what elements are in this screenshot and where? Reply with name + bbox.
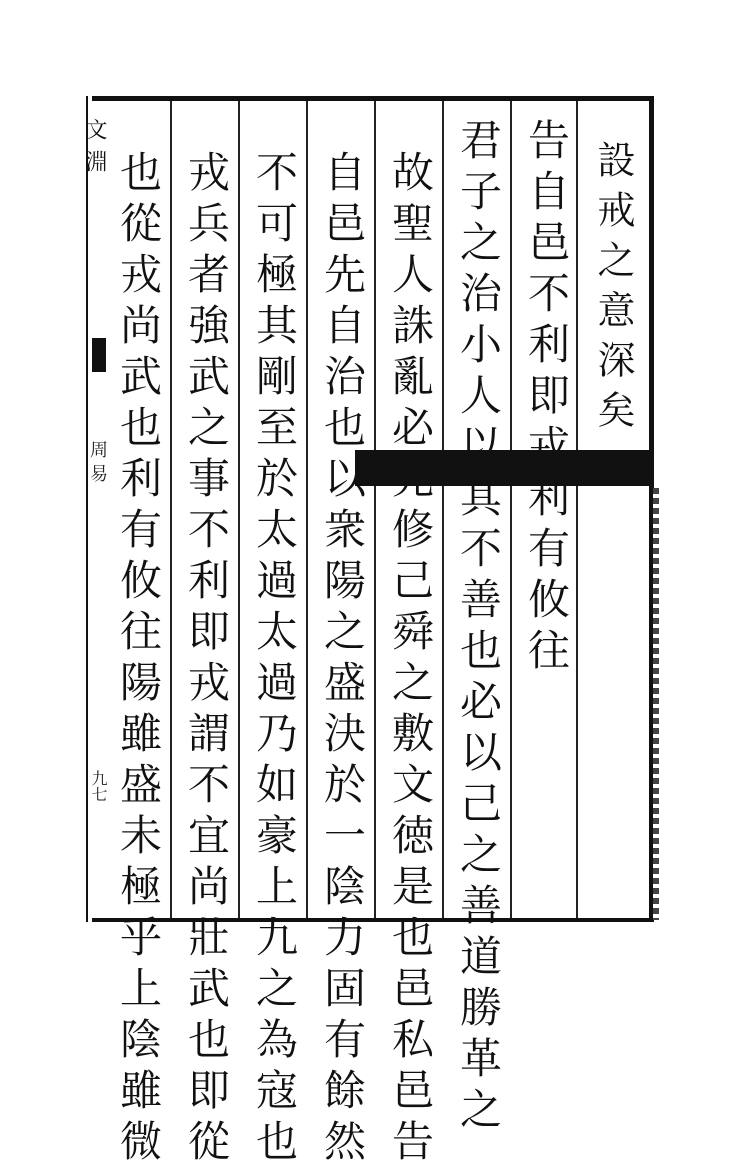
text-column-4: 故聖人誅亂必先修己舜之敷文徳是也邑私邑告	[386, 150, 435, 1170]
column-rule	[238, 101, 240, 918]
scan-edge-mark	[653, 488, 659, 920]
column-rule	[374, 101, 376, 918]
margin-book-label: 周易	[87, 440, 108, 488]
margin-page-number: 九七	[89, 770, 108, 802]
text-column-1: 設戒之意深矣	[591, 140, 635, 440]
text-column-7: 戎兵者強武之事不利即戎謂不宜尚壯武也即從	[182, 150, 231, 1170]
margin-tab-text: 文淵	[82, 118, 107, 182]
text-column-3: 君子之治小人以其不善也必以己之善道勝革之	[454, 118, 503, 1138]
column-rule	[306, 101, 308, 918]
text-column-6: 不可極其剛至於太過太過乃如豪上九之為寇也	[250, 150, 299, 1170]
margin-fishtail-block	[92, 338, 106, 372]
text-column-8: 也從戎尚武也利有攸往陽雖盛未極乎上陰雖微	[114, 150, 163, 1170]
text-column-2: 告自邑不利即戎利有攸往	[522, 118, 571, 679]
text-column-5: 自邑先自治也以衆陽之盛決於一陰力固有餘然	[318, 150, 367, 1170]
column-rule	[442, 101, 444, 918]
frame-top-border	[92, 96, 654, 101]
column-rule	[510, 101, 512, 918]
column-rule	[576, 101, 578, 918]
frame-bottom-border	[92, 918, 654, 922]
column-rule	[170, 101, 172, 918]
